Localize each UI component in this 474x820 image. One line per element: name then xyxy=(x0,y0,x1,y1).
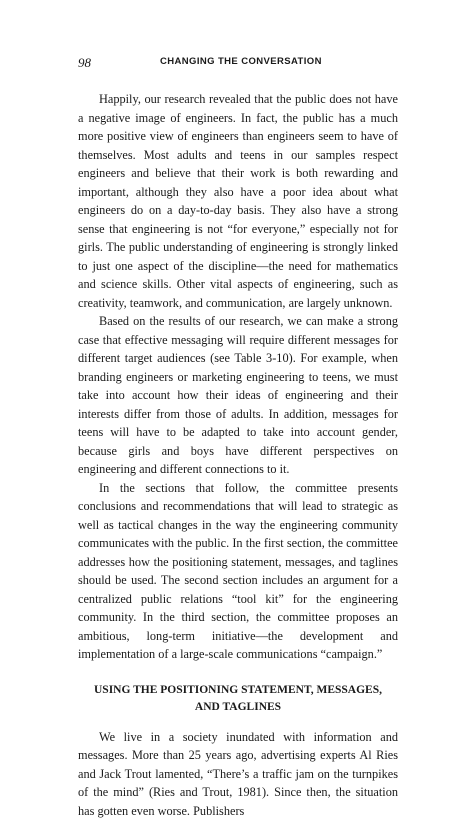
running-head xyxy=(78,55,398,73)
page-number: 98 xyxy=(78,55,91,71)
section-heading xyxy=(78,682,398,717)
running-title: CHANGING THE CONVERSATION xyxy=(160,56,322,67)
paragraph-target-audiences: Based on the results of our research, we can make a strong case that effective messaging will require different messages for different target audiences (see Table 3-10). For example, when branding engineers or marketing engineering to teens, we must take into account how their ideas of engineering and their interests differ from those of adults. In addition, messages for teens will have to be adapted to take into account gender, because girls and boys have different perspectives on engineering and different connections to it. xyxy=(78,312,398,479)
paragraph-research-findings: Happily, our research revealed that the public does not have a negative image of engineers. In fact, the public has a much more positive view of engineers than engineers seem to have of themselves. Most adults and teens in our samples respect engineers and believe that their work is both rewarding and important, although they also have a poor idea about what engineers do on a day-to-day basis. They also have a strong sense that engineering is not “for everyone,” especially not for girls. The public understanding of engineering is strongly linked to just one aspect of the discipline—the need for mathematics and science skills. Other vital aspects of engineering, such as creativity, teamwork, and communication, are largely unknown. xyxy=(78,90,398,312)
section-heading-line-2: AND TAGLINES xyxy=(78,699,398,717)
paragraph-sections-overview: In the sections that follow, the committee presents conclusions and recommendations that will lead to strategic as well as tactical changes in the way the engineering community communicates with the public. In the first section, the committee addresses how the positioning statement, messages, and taglines should be used. The second section includes an argument for a centralized public relations “tool kit” for the engineering community. In the third section, the committee proposes an ambitious, long-term initiative—the development and implementation of a large-scale communications “campaign.” xyxy=(78,479,398,664)
section-heading-line-1: USING THE POSITIONING STATEMENT, MESSAGES, xyxy=(78,682,398,700)
paragraph-information-overload: We live in a society inundated with information and messages. More than 25 years ago, advertising experts Al Ries and Jack Trout lamented, “There’s a traffic jam on the turnpikes of the mind” (Ries and Trout, 1981). Since then, the situation has gotten even worse. Publishers xyxy=(78,728,398,820)
